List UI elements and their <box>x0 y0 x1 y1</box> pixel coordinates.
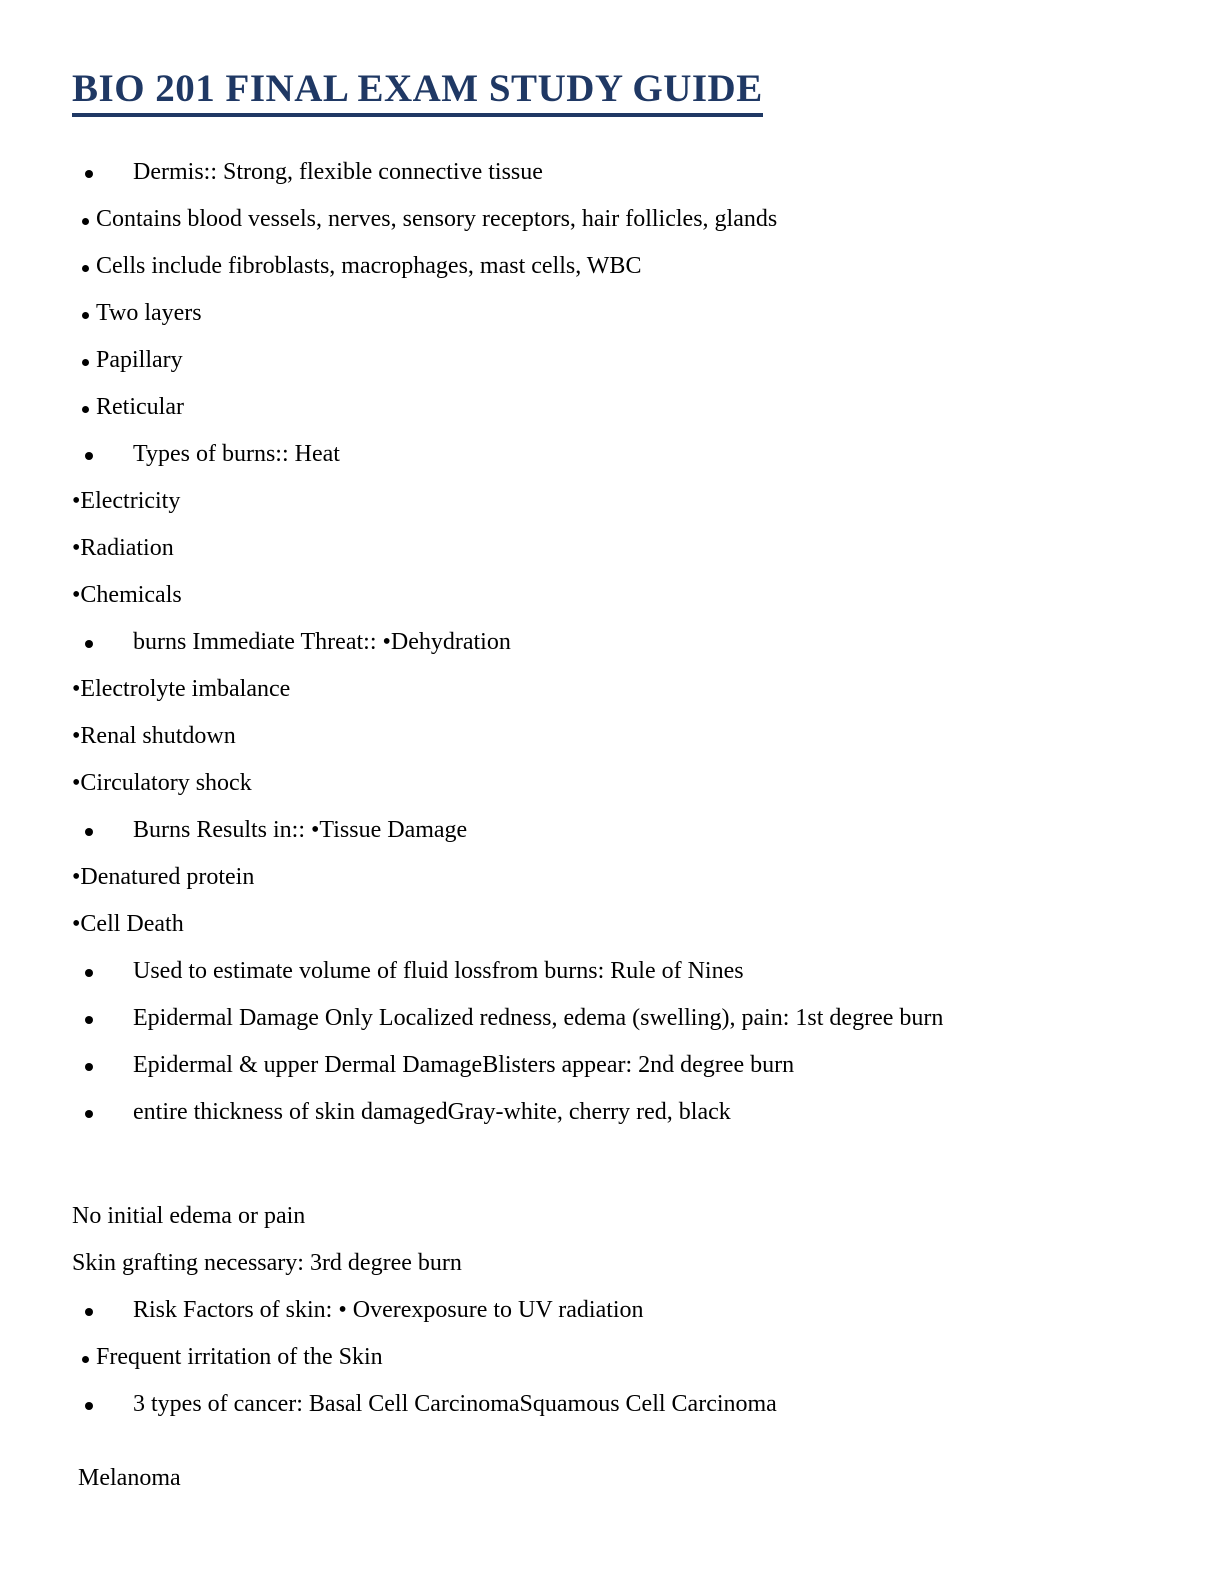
list-item <box>72 948 1152 995</box>
spacer <box>72 1136 1152 1193</box>
paragraph <box>72 760 1152 807</box>
bullet-icon <box>85 1063 93 1071</box>
list-item-text: Reticular <box>96 393 184 420</box>
bullet-icon <box>82 218 89 225</box>
list-item <box>72 290 1152 337</box>
list-item-text: burns Immediate Threat:: •Dehydration <box>133 628 511 655</box>
paragraph-text: •Renal shutdown <box>72 722 236 749</box>
bullet-icon <box>85 1308 93 1316</box>
list-item-text: Risk Factors of skin: • Overexposure to UV radiation <box>133 1296 644 1323</box>
paragraph-text: Melanoma <box>78 1464 181 1491</box>
list-item-text: 3 types of cancer: Basal Cell CarcinomaSquamous Cell Carcinoma <box>133 1390 777 1417</box>
paragraph-text: •Electricity <box>72 487 181 514</box>
paragraph-text: •Denatured protein <box>72 863 255 890</box>
list-item-text: Papillary <box>96 346 183 373</box>
bullet-icon <box>85 170 93 178</box>
page-title-text: BIO 201 FINAL EXAM STUDY GUIDE <box>72 67 763 117</box>
list-item-text: Epidermal Damage Only Localized redness, edema (swelling), pain: 1st degree burn <box>133 1004 944 1031</box>
list-item <box>72 1334 1152 1381</box>
list-item <box>72 1287 1152 1334</box>
list-item-text: Two layers <box>96 299 202 326</box>
list-item-text: Types of burns:: Heat <box>133 440 340 467</box>
bullet-icon <box>85 640 93 648</box>
paragraph-text: No initial edema or pain <box>72 1202 306 1229</box>
paragraph <box>72 713 1152 760</box>
bullet-icon <box>85 969 93 977</box>
bullet-icon <box>85 1110 93 1118</box>
list-item <box>72 1042 1152 1089</box>
list-item <box>72 196 1152 243</box>
paragraph-text: •Radiation <box>72 534 174 561</box>
list-item-text: Burns Results in:: •Tissue Damage <box>133 816 468 843</box>
list-item-text: Frequent irritation of the Skin <box>96 1343 383 1370</box>
bullet-icon <box>85 828 93 836</box>
paragraph-text: •Circulatory shock <box>72 769 252 796</box>
page-title <box>72 66 1152 113</box>
list-item <box>72 431 1152 478</box>
list-item <box>72 149 1152 196</box>
paragraph <box>72 478 1152 525</box>
paragraph-text: •Chemicals <box>72 581 182 608</box>
paragraph-text: •Electrolyte imbalance <box>72 675 291 702</box>
list-item <box>72 995 1152 1042</box>
list-item <box>72 1089 1152 1136</box>
list-item <box>72 384 1152 431</box>
bullet-icon <box>82 312 89 319</box>
document-body <box>72 149 1152 1502</box>
bullet-icon <box>82 1356 89 1363</box>
list-item-text: Epidermal & upper Dermal DamageBlisters appear: 2nd degree burn <box>133 1051 795 1078</box>
list-item-text: Contains blood vessels, nerves, sensory receptors, hair follicles, glands <box>96 205 778 232</box>
list-item-text: Dermis:: Strong, flexible connective tissue <box>133 158 543 185</box>
bullet-icon <box>82 359 89 366</box>
bullet-icon <box>85 1016 93 1024</box>
paragraph <box>72 666 1152 713</box>
list-item <box>72 1381 1152 1428</box>
paragraph <box>72 901 1152 948</box>
paragraph <box>72 572 1152 619</box>
paragraph <box>72 525 1152 572</box>
bullet-icon <box>85 1402 93 1410</box>
list-item-text: Cells include fibroblasts, macrophages, mast cells, WBC <box>96 252 642 279</box>
bullet-icon <box>85 452 93 460</box>
list-item <box>72 243 1152 290</box>
list-item <box>72 619 1152 666</box>
list-item <box>72 807 1152 854</box>
paragraph <box>72 854 1152 901</box>
spacer <box>72 1428 1152 1455</box>
bullet-icon <box>82 406 89 413</box>
paragraph <box>72 1193 1152 1240</box>
paragraph-text: •Cell Death <box>72 910 184 937</box>
list-item <box>72 337 1152 384</box>
list-item-text: Used to estimate volume of fluid lossfrom burns: Rule of Nines <box>133 957 744 984</box>
paragraph-text: Skin grafting necessary: 3rd degree burn <box>72 1249 462 1276</box>
paragraph <box>72 1455 1152 1502</box>
paragraph <box>72 1240 1152 1287</box>
list-item-text: entire thickness of skin damagedGray-white, cherry red, black <box>133 1098 731 1125</box>
bullet-icon <box>82 265 89 272</box>
